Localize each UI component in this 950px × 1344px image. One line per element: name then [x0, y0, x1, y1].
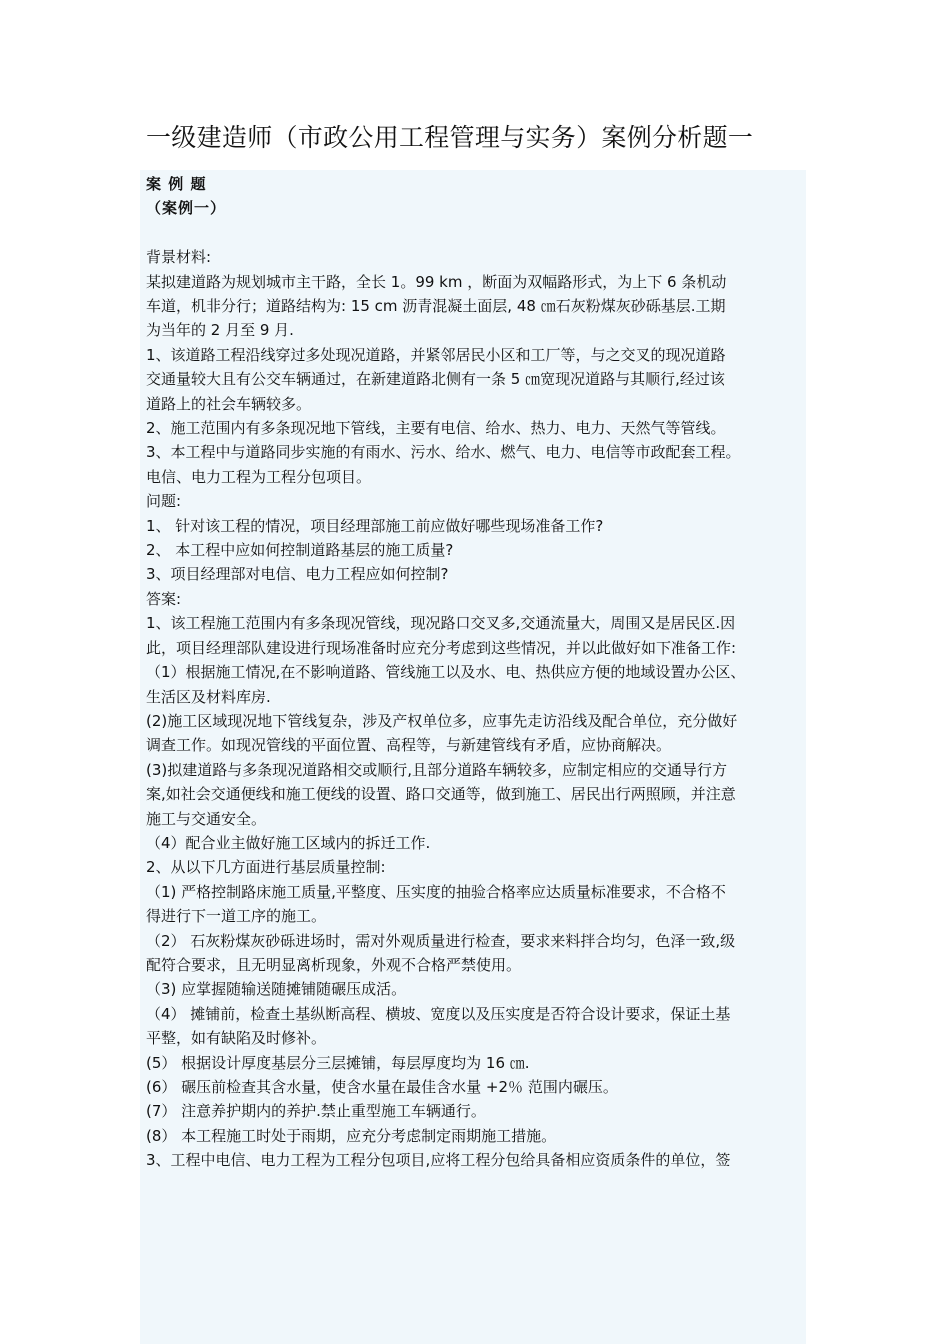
body-line: 交通量较大且有公交车辆通过，在新建道路北侧有一条 5 ㎝宽现况道路与其顺行,经过该 — [146, 370, 725, 389]
body-line: 3、项目经理部对电信、电力工程应如何控制? — [146, 565, 449, 584]
body-line: 调查工作。如现况管线的平面位置、高程等，与新建管线有矛盾，应协商解决。 — [146, 736, 672, 755]
body-line: (5） 根据设计厚度基层分三层摊铺，每层厚度均为 16 ㎝. — [146, 1053, 530, 1072]
body-line: 2、 本工程中应如何控制道路基层的施工质量? — [146, 541, 454, 560]
document-title: 一级建造师（市政公用工程管理与实务）案例分析题一 — [146, 123, 754, 152]
body-line: 得进行下一道工序的施工。 — [146, 907, 327, 926]
body-line: 案,如社会交通便线和施工便线的设置、路口交通等，做到施工、居民出行两照顾，并注意 — [146, 785, 736, 804]
body-line: （1）根据施工情况,在不影响道路、管线施工以及水、电、热供应方便的地域设置办公区、 — [146, 663, 746, 682]
body-line: 生活区及材料库房. — [146, 687, 271, 706]
body-line: 背景材料: — [146, 248, 212, 267]
body-line: 2、从以下几方面进行基层质量控制: — [146, 858, 386, 877]
body-line: （3) 应掌握随输送随摊铺随碾压成活。 — [146, 980, 407, 999]
body-line: 3、工程中电信、电力工程为工程分包项目,应将工程分包给具备相应资质条件的单位，签 — [146, 1151, 731, 1170]
body-line: 为当年的 2 月至 9 月. — [146, 321, 294, 340]
body-line: (2)施工区域现况地下管线复杂，涉及产权单位多，应事先走访沿线及配合单位，充分做好 — [146, 711, 738, 730]
body-line: 1、该道路工程沿线穿过多处现况道路，并紧邻居民小区和工厂等，与之交叉的现况道路 — [146, 345, 726, 364]
body-line: （1) 严格控制路床施工质量,平整度、压实度的抽验合格率应达质量标准要求，不合格不 — [146, 882, 726, 901]
body-line: 配符合要求，且无明显离析现象，外观不合格严禁使用。 — [146, 955, 522, 974]
body-line: 道路上的社会车辆较多。 — [146, 394, 312, 413]
case-heading: 案 例 题 — [146, 175, 207, 193]
body-line: 1、 针对该工程的情况，项目经理部施工前应做好哪些现场准备工作? — [146, 516, 604, 535]
body-line: （2） 石灰粉煤灰砂砾进场时，需对外观质量进行检查，要求来料拌合均匀，色泽一致,级 — [146, 931, 736, 950]
body-line: 此，项目经理部队建设进行现场准备时应充分考虑到这些情况，并以此做好如下准备工作: — [146, 638, 737, 657]
body-line: (7） 注意养护期内的养护.禁止重型施工车辆通行。 — [146, 1102, 486, 1121]
body-line: 某拟建道路为规划城市主干路，全长 1。99 km ，断面为双幅路形式，为上下 6 条机动 — [146, 272, 727, 291]
body-line: （4）配合业主做好施工区域内的拆迁工作. — [146, 833, 431, 852]
body-line: 电信、电力工程为工程分包项目。 — [146, 467, 372, 486]
case-subheading: （案例一） — [146, 199, 227, 218]
body-line: (3)拟建道路与多条现况道路相交或顺行,且部分道路车辆较多，应制定相应的交通导行方 — [146, 760, 728, 779]
body-line: 施工与交通安全。 — [146, 809, 267, 828]
body-line: （4） 摊铺前，检查土基纵断高程、横坡、宽度以及压实度是否符合设计要求，保证土基 — [146, 1004, 731, 1023]
body-line: 3、本工程中与道路同步实施的有雨水、污水、给水、燃气、电力、电信等市政配套工程。 — [146, 443, 741, 462]
body-line: 2、施工范围内有多条现况地下管线，主要有电信、给水、热力、电力、天然气等管线。 — [146, 419, 726, 438]
document-body — [146, 172, 806, 1173]
body-line: 答案: — [146, 589, 182, 608]
body-line: 平整，如有缺陷及时修补。 — [146, 1029, 327, 1048]
body-line: (8） 本工程施工时处于雨期，应充分考虑制定雨期施工措施。 — [146, 1126, 557, 1145]
body-line: 车道，机非分行；道路结构为: 15 cm 沥青混凝土面层, 48 ㎝石灰粉煤灰砂砾基层.工期 — [146, 297, 726, 316]
body-line: 1、该工程施工范围内有多条现况管线，现况路口交叉多,交通流量大，周围又是居民区.因 — [146, 614, 736, 633]
body-line: (6） 碾压前检查其含水量，使含水量在最佳含水量 +2％ 范围内碾压。 — [146, 1078, 618, 1097]
body-line: 问题: — [146, 492, 182, 511]
blank-line — [146, 221, 806, 245]
